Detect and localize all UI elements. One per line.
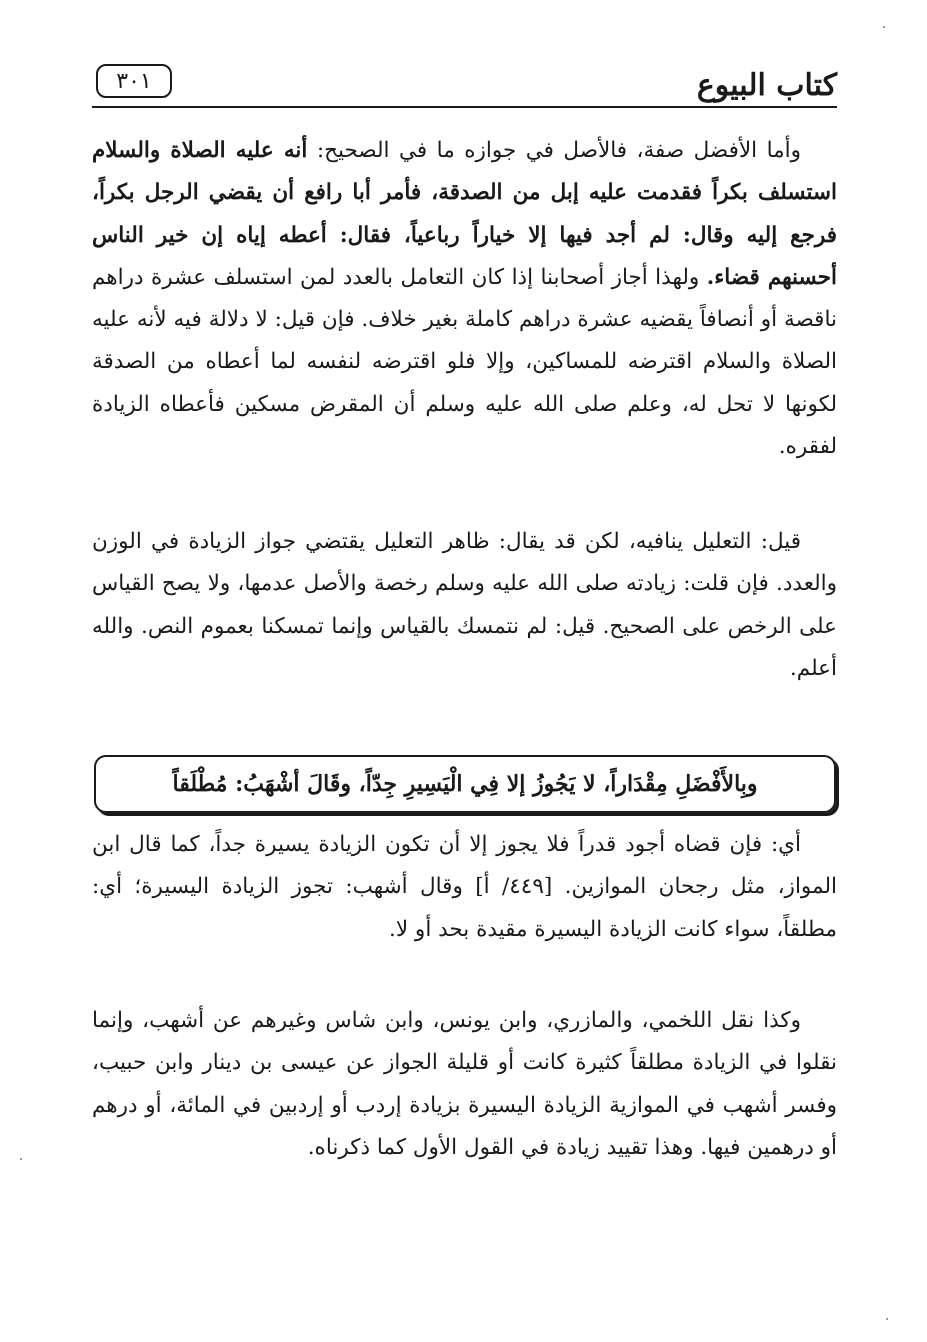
paragraph-1-discussion: ولهذا أجاز أصحابنا إذا كان التعامل بالعدد لمن استسلف عشرة دراهم ناقصة أو أنصافاً يقضيه عشرة دراهم كاملة بغير خلاف. فإن قيل: لا دلالة فيه لأنه عليه الصلاة والسلام اقترضه للمساكين، وإلا فلو اقترضه لنفسه لما أعطاه من الصدقة لكونها لا تحل له، وعلم صلى الله عليه وسلم أن المقرض مسكين فأعطاه الزيادة لفقره. [92, 264, 837, 460]
paragraph-1-intro: وأما الأفضل صفة، فالأصل في جوازه ما في الصحيح: [307, 138, 801, 163]
commentary-paragraph-2: وكذا نقل اللخمي، والمازري، وابن يونس، وابن شاس وغيرهم عن أشهب، وإنما نقلوا في الزيادة مطلقاً كثيرة كانت أو قليلة الجواز عن عيسى بن دينار وابن حبيب، وفسر أشهب في الموازية الزيادة اليسيرة بزيادة إردب أو إردبين في المائة، أو درهم أو درهمين فيها. وهذا تقييد زيادة في القول الأول كما ذكرناه. [92, 1008, 837, 1160]
page-number: ٣٠١ [116, 69, 152, 94]
matn-text: وبِالأَفْضَلِ مِقْدَاراً، لا يَجُوزُ إلا فِي الْيَسِيرِ جِدّاً، وقَالَ أشْهَبُ: مُطْلَقاً [172, 771, 758, 797]
margin-speck [883, 26, 885, 28]
commentary-paragraph-1: أي: فإن قضاه أجود قدراً فلا يجوز إلا أن تكون الزيادة يسيرة جداً، كما قال ابن المواز، مثل رجحان الموازين. [٤٤٩/ أ] وقال أشهب: تجوز الزيادة اليسيرة؛ أي: مطلقاً، سواء كانت الزيادة اليسيرة مقيدة بحد أو لا. [92, 832, 837, 942]
book-title: كتاب البيوع [696, 68, 837, 103]
matn-box [94, 755, 836, 813]
margin-speck [20, 1158, 22, 1160]
header-rule [92, 106, 837, 108]
margin-speck [886, 1318, 888, 1320]
page-number-frame [96, 64, 172, 98]
paragraph-1 [92, 130, 837, 468]
paragraph-2 [92, 521, 837, 690]
hadith-quote: أنه عليه الصلاة والسلام استسلف بكراً فقدمت عليه إبل من الصدقة، فأمر أبا رافع أن يقضي الرجل بكراً، فرجع إليه وقال: لم أجد فيها إلا خياراً رباعياً، فقال: أعطه إياه إن خير الناس أحسنهم قضاء. [92, 138, 837, 290]
page-header [92, 62, 837, 112]
paragraph-2-text: قيل: التعليل ينافيه، لكن قد يقال: ظاهر التعليل يقتضي جواز الزيادة في الوزن والعدد. فإن قلت: زيادته صلى الله عليه وسلم رخصة والأصل عدمها، ولا يصح القياس على الرخص على الصحيح. قيل: لم نتمسك بالقياس وإنما تمسكنا بعموم النص. والله أعلم. [92, 529, 837, 681]
